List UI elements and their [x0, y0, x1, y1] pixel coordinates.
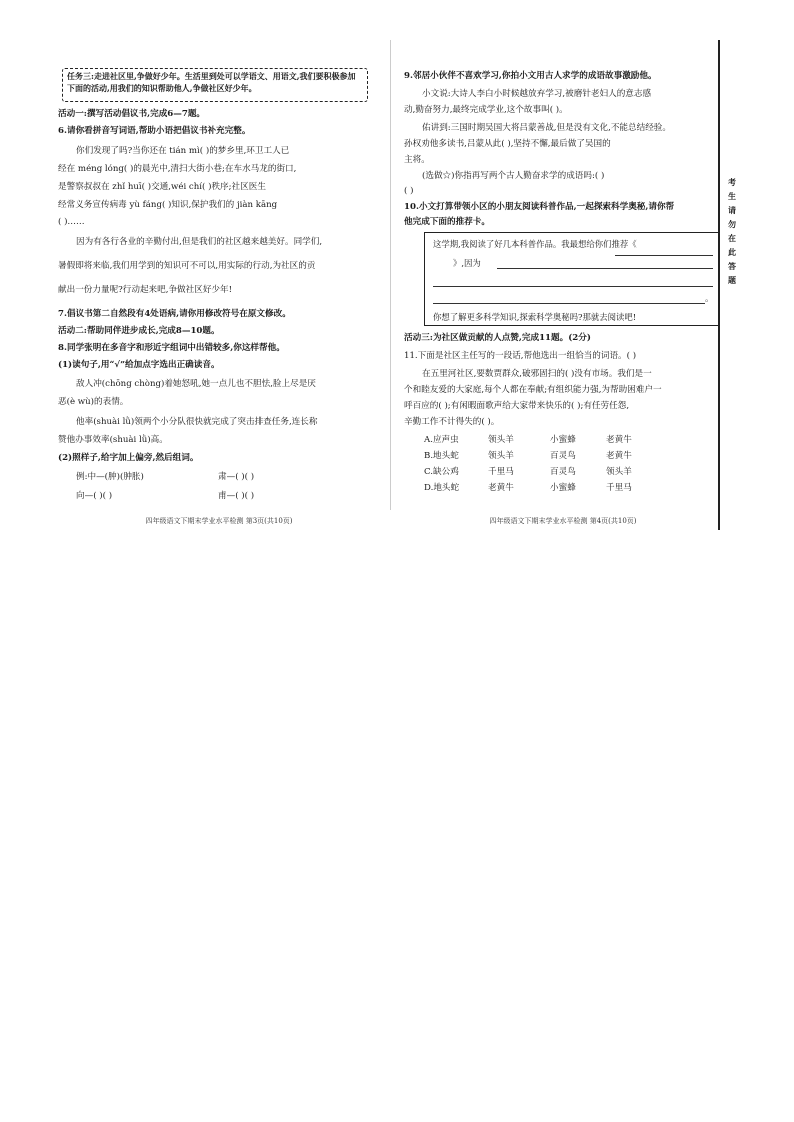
option-word: 千里马 — [488, 467, 514, 477]
option-word: 领头羊 — [606, 467, 632, 477]
option-word: 老黄牛 — [606, 435, 632, 445]
q8-sentence1: 恶(è wù)的表情。 — [58, 397, 129, 407]
right-page — [404, 0, 722, 540]
side-char: 生 — [728, 191, 736, 201]
option-word: 老黄牛 — [606, 451, 632, 461]
option-word: 老黄牛 — [488, 483, 514, 493]
q6-para2-line: 暑假即将来临,我们用学到的知识可不可以,用实际的行动,为社区的贡 — [58, 261, 316, 271]
option-word: 百灵鸟 — [550, 467, 576, 477]
page-footer: 四年级语文下期末学业水平检测 第4页(共10页) — [489, 517, 637, 525]
option-row[interactable] — [424, 482, 724, 498]
option-word: 小蜜蜂 — [550, 435, 576, 445]
activity2-title: 活动二:帮助同伴进步成长,完成8—10题。 — [58, 326, 220, 336]
q6-title: 6.请你看拼音写词语,帮助小语把倡议书补充完整。 — [58, 126, 251, 136]
option-word: 千里马 — [606, 483, 632, 493]
card-blank-book[interactable] — [615, 255, 713, 256]
q9-line: 小文说:大诗人李白小时候越放弃学习,被磨针老妇人的意志感 — [422, 89, 652, 99]
side-char: 此 — [728, 247, 736, 257]
q9-line: 主将。 — [404, 155, 430, 165]
option-word: A.应声虫 — [424, 435, 459, 445]
q6-line: ( )…… — [58, 217, 85, 227]
q8-title: 8.同学张明在多音字和形近字组词中出错较多,你这样帮他。 — [58, 343, 285, 353]
q6-para2-line: 献出一份力量呢?行动起来吧,争做社区好少年! — [58, 285, 233, 295]
option-word: 百灵鸟 — [550, 451, 576, 461]
q9-extra-2[interactable]: ( ) — [404, 186, 414, 196]
q11-line: 在五里河社区,要数贾群众,破邪固扫的( )没有市场。我们是一 — [422, 369, 652, 379]
q6-line: 经常义务宣传病毒 yù fáng( )知识,保护我们的 jiàn kāng — [58, 200, 278, 210]
q8-sentence1: 敌人冲(chōng chòng)着她怒吼,她一点儿也不胆怯,脸上尽是厌 — [76, 379, 316, 389]
card-line-1: 这学期,我阅读了好几本科普作品。我最想给你们推荐《 — [433, 239, 637, 249]
q10-title-2: 他完成下面的推荐卡。 — [404, 217, 490, 227]
q9-title: 9.邻居小伙伴不喜欢学习,你拍小文用古人求学的成语故事激励他。 — [404, 71, 657, 81]
card-line-5: 你想了解更多科学知识,探索科学奥秘吗?那就去阅读吧! — [433, 312, 637, 322]
page-footer: 四年级语文下期末学业水平检测 第3页(共10页) — [145, 517, 293, 525]
card-blank-reason[interactable] — [497, 268, 713, 269]
q6-line: 是警察叔叔在 zhǐ huī( )交通,wéi chí( )秩序;社区医生 — [58, 182, 266, 192]
q8-sentence2: 赞他办事效率(shuài lǜ)高。 — [58, 435, 168, 445]
q9-line: 佑讲到:三国时期吴国大将吕蒙善战,但是没有文化,不能总结经验。 — [422, 123, 671, 133]
q8-blank-a[interactable]: 肃—( )( ) — [218, 472, 255, 482]
option-row[interactable] — [424, 466, 724, 482]
q11-line: 呼百应的( );有闲暇面歌声给大家带来快乐的( );有任劳任怨, — [404, 401, 630, 411]
option-word: B.地头蛇 — [424, 451, 459, 461]
q8-sub1: (1)读句子,用“√”给加点字选出正确读音。 — [58, 360, 220, 370]
recommendation-card — [424, 232, 720, 326]
side-char: 勿 — [728, 219, 736, 229]
side-char: 考 — [728, 177, 736, 187]
q8-blank-b[interactable]: 向—( )( ) — [76, 491, 113, 501]
activity1-title: 活动一:撰写活动倡议书,完成6—7题。 — [58, 109, 206, 119]
q7-text: 7.倡议书第二自然段有4处语病,请你用修改符号在原文修改。 — [58, 309, 291, 319]
page-gutter — [390, 40, 391, 510]
binding-margin-text — [726, 175, 738, 287]
q10-title: 10.小文打算带领小区的小朋友阅读科普作品,一起探索科学奥秘,请你帮 — [404, 202, 675, 212]
option-word: 小蜜蜂 — [550, 483, 576, 493]
q6-para2-line: 因为有各行各业的辛勤付出,但是我们的社区越来越美好。同学们, — [76, 237, 323, 247]
q8-sub2: (2)照样子,给字加上偏旁,然后组词。 — [58, 453, 199, 463]
q11-line: 辛勤工作不计得失的( )。 — [404, 417, 500, 427]
q9-line: 动,勤奋努力,最终完成学业,这个故事叫( )。 — [404, 105, 568, 115]
activity3-title: 活动三:为社区做贡献的人点赞,完成11题。(2分) — [404, 333, 591, 343]
option-word: 领头羊 — [488, 451, 514, 461]
option-row[interactable] — [424, 450, 724, 466]
option-word: D.地头蛇 — [424, 483, 460, 493]
card-line-2: 》,因为 — [453, 258, 481, 268]
card-line-end: 。 — [705, 294, 714, 304]
option-word: 领头羊 — [488, 435, 514, 445]
q11-line: 个和睦友爱的大家庭,每个人都在奉献;有组织能力强,为帮助困难户一 — [404, 385, 662, 395]
option-word: C.缺公鸡 — [424, 467, 459, 477]
side-char: 在 — [728, 233, 736, 243]
side-char: 题 — [728, 275, 736, 285]
card-blank-line[interactable] — [433, 286, 713, 287]
task-box: 任务三:走进社区里,争做好少年。生活里到处可以学语文、用语文,我们要积极参加下面的活动,用我们的知识帮助他人,争做社区好少年。 — [62, 68, 368, 102]
q8-sentence2: 他率(shuài lǜ)领两个小分队很快就完成了突击排查任务,连长称 — [76, 417, 318, 427]
q9-extra[interactable]: (选做☆)你指再写两个古人勤奋求学的成语吗:( ) — [422, 171, 605, 181]
side-char: 请 — [728, 205, 736, 215]
q6-line: 经在 méng lóng( )的晨光中,清扫大街小巷;在车水马龙的街口, — [58, 164, 297, 174]
q11-options — [424, 434, 724, 498]
q9-line: 孙权劝他多读书,吕蒙从此( ),坚持不懈,最后做了吴国的 — [404, 139, 611, 149]
card-blank-line[interactable] — [433, 303, 705, 304]
q8-example: 例:中—(肿)(肿胀) — [76, 472, 144, 482]
q11-title: 11.下面是社区主任写的一段话,帮他选出一组恰当的词语。( ) — [404, 351, 637, 361]
option-row[interactable] — [424, 434, 724, 450]
q6-line: 你们发现了吗?当你还在 tián mì( )的梦乡里,环卫工人已 — [76, 146, 290, 156]
side-char: 答 — [728, 261, 736, 271]
q8-blank-c[interactable]: 甫—( )( ) — [218, 491, 255, 501]
left-page — [58, 0, 380, 540]
